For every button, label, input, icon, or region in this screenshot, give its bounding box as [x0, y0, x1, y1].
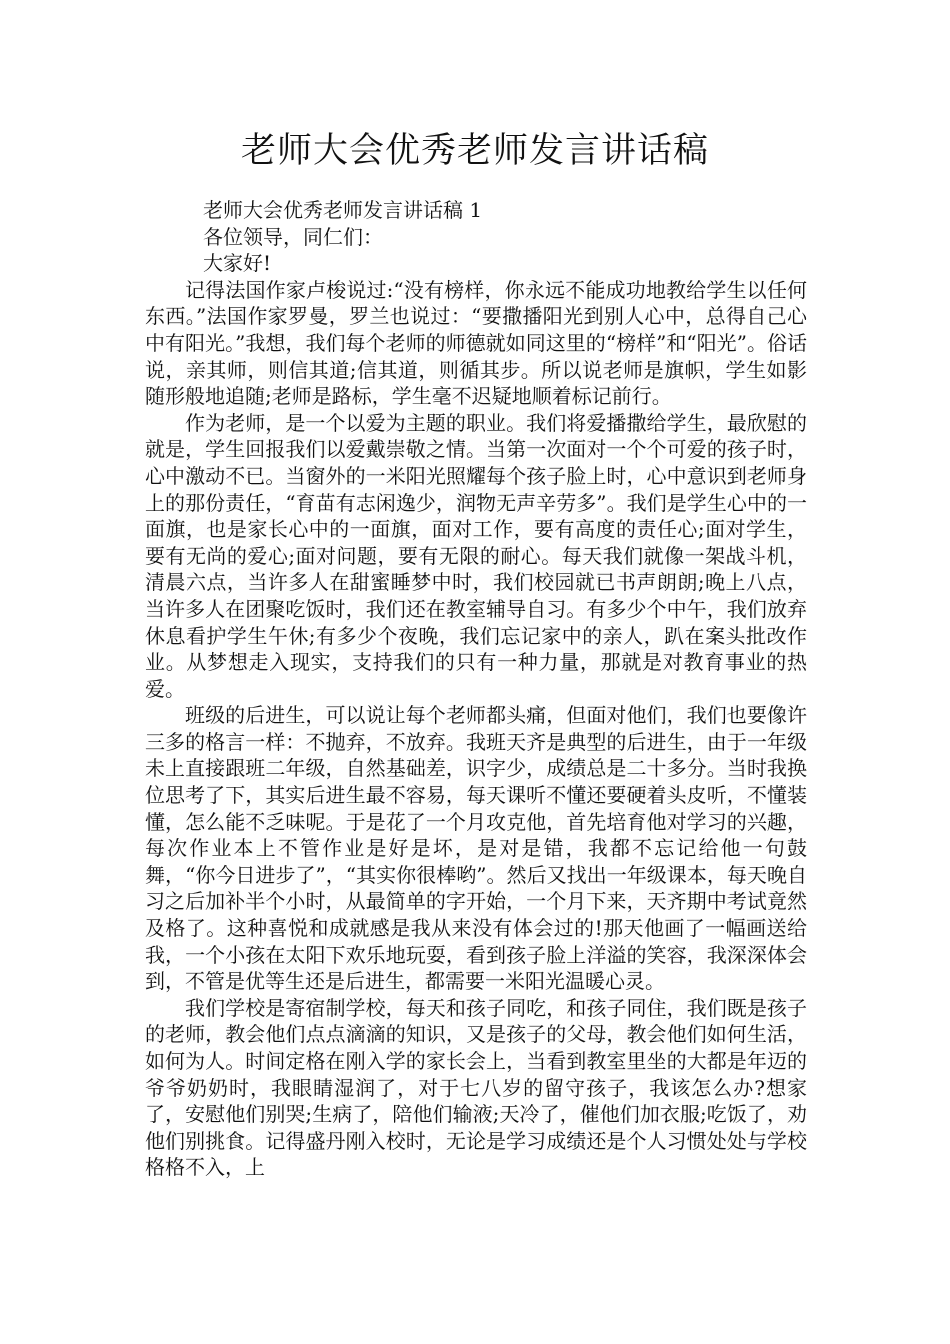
document-body — [145, 197, 807, 1181]
paragraph: 我们学校是寄宿制学校，每天和孩子同吃，和孩子同住，我们既是孩子的老师，教会他们点点滴滴的知识，又是孩子的父母，教会他们如何生活，如何为人。时间定格在刚入学的家长会上，当看到教室里坐的大都是年迈的爷爷奶奶时，我眼睛湿润了，对于七八岁的留守孩子，我该怎么办?想家了，安慰他们别哭;生病了，陪他们输液;天冷了，催他们加衣服;吃饭了，劝他们别挑食。记得盛丹刚入校时，无论是学习成绩还是个人习惯处处与学校格格不入，上 — [145, 995, 807, 1180]
paragraph: 记得法国作家卢梭说过:“没有榜样，你永远不能成功地教给学生以任何东西。”法国作家罗曼，罗兰也说过：“要撒播阳光到别人心中，总得自己心中有阳光。”我想，我们每个老师的师德就如同这里的“榜样”和“阳光”。俗话说，亲其师，则信其道;信其道，则循其步。所以说老师是旗帜，学生如影随形般地追随;老师是路标，学生毫不迟疑地顺着标记前行。 — [145, 277, 807, 409]
document-subtitle: 老师大会优秀老师发言讲话稿 1 — [203, 198, 483, 222]
salutation: 各位领导，同仁们： — [203, 224, 383, 249]
document-title: 老师大会优秀老师发言讲话稿 — [240, 131, 709, 171]
greeting: 大家好! — [203, 251, 272, 276]
paragraph: 班级的后进生，可以说让每个老师都头痛，但面对他们，我们也要像许三多的格言一样：不抛弃，不放弃。我班天齐是典型的后进生，由于一年级未上直接跟班二年级，自然基础差，识字少，成绩总是二十多分。当时我换位思考了下，其实后进生最不容易，每天课听不懂还要硬着头皮听，不懂装懂，怎么能不乏味呢。于是花了一个月攻克他，首先培育他对学习的兴趣，每次作业本上不管作业是好是坏，是对是错，我都不忘记给他一句鼓舞，“你今日进步了”，“其实你很棒哟”。然后又找出一年级课本，每天晚自习之后加补半个小时，从最简单的字开始，一个月下来，天齐期中考试竟然及格了。这种喜悦和成就感是我从来没有体会过的!那天他画了一幅画送给我，一个小孩在太阳下欢乐地玩耍，看到孩子脸上洋溢的笑容，我深深体会到，不管是优等生还是后进生，都需要一米阳光温暖心灵。 — [145, 703, 807, 994]
paragraph: 作为老师，是一个以爱为主题的职业。我们将爱播撒给学生，最欣慰的就是，学生回报我们以爱戴崇敬之情。当第一次面对一个个可爱的孩子时，心中激动不已。当窗外的一米阳光照耀每个孩子脸上时，心中意识到老师身上的那份责任，“育苗有志闲逸少，润物无声辛劳多”。我们是学生心中的一面旗，也是家长心中的一面旗，面对工作，要有高度的责任心;面对学生，要有无尚的爱心;面对问题，要有无限的耐心。每天我们就像一架战斗机，清晨六点，当许多人在甜蜜睡梦中时，我们校园就已书声朗朗;晚上八点，当许多人在团聚吃饭时，我们还在教室辅导自习。有多少个中午，我们放弃休息看护学生午休;有多少个夜晚，我们忘记家中的亲人，趴在案头批改作业。从梦想走入现实，支持我们的只有一种力量，那就是对教育事业的热爱。 — [145, 410, 807, 701]
